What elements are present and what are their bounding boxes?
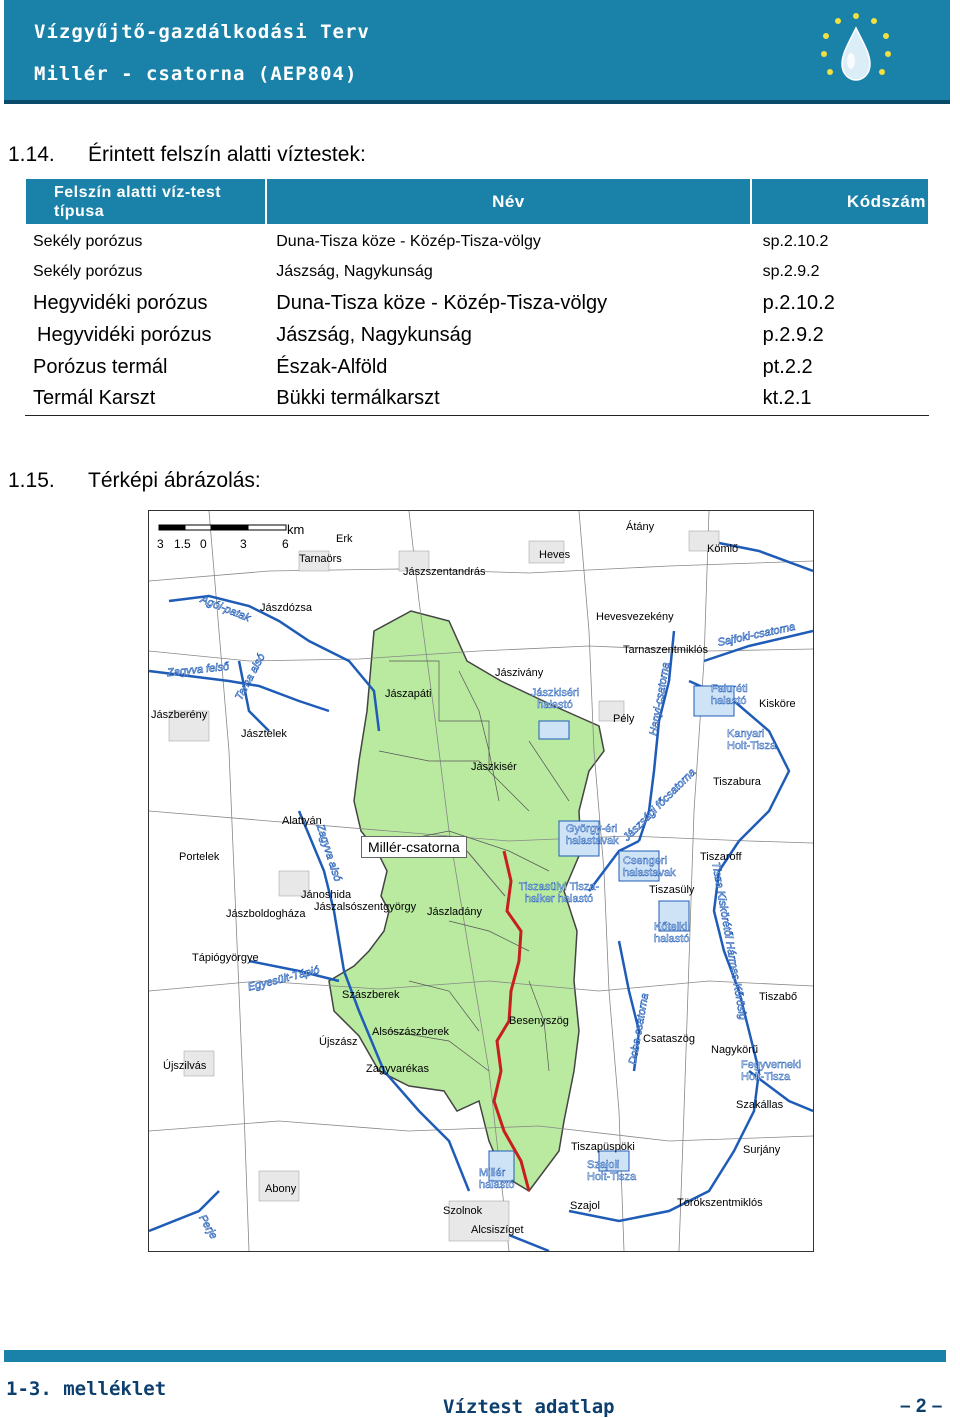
miller-canal-callout: Millér-csatorna (361, 836, 467, 858)
place-label: Tiszaroff (700, 851, 742, 863)
groundwater-bodies-table (24, 177, 930, 416)
place-label: Fegyverneki Holt-Tisza (741, 1059, 801, 1083)
column-header-code: Kódszám (751, 178, 929, 225)
river-label: Ágói-patak (198, 593, 252, 625)
column-header-name: Név (266, 178, 750, 225)
place-label: Besenyszög (509, 1015, 569, 1027)
place-label: Szolnok (443, 1205, 483, 1217)
table-row (25, 225, 929, 257)
place-label: Kanyari Holt-Tisza (727, 728, 777, 752)
cell-type: Hegyvidéki porózus (37, 323, 212, 346)
table-row (25, 319, 929, 351)
section-heading-groundwater (8, 143, 366, 167)
place-label: Jászboldogháza (226, 908, 306, 920)
place-label: Tarnaörs (299, 553, 342, 565)
place-label: György-éri halastavak (566, 823, 619, 847)
place-label: Szajoli Holt-Tisza (587, 1159, 637, 1183)
section-title: Térképi ábrázolás: (88, 469, 261, 492)
place-label: Millér halastó (479, 1167, 515, 1191)
place-label: Alsószászberek (372, 1026, 450, 1038)
cell-type: Porózus termál (33, 355, 168, 378)
place-label: Alcsiszíget (471, 1224, 524, 1236)
place-label: Faluréti halastó (711, 683, 748, 707)
place-label: Surjány (743, 1144, 781, 1156)
scale-tick: 3 (157, 537, 164, 551)
place-label: Jászdózsa (260, 602, 312, 614)
catchment-map (148, 510, 814, 1252)
river-label: Zagyva alsó (313, 822, 344, 884)
cell-type: Termál Karszt (33, 387, 156, 410)
cell-code: sp.2.10.2 (762, 232, 829, 250)
scale-tick: 6 (282, 537, 289, 551)
place-label: Törökszentmiklós (677, 1197, 763, 1209)
scale-bar (159, 525, 286, 530)
section-heading-map (8, 469, 261, 493)
place-label: Szakállas (736, 1099, 784, 1111)
place-label: Tápiógyörgye (192, 952, 259, 964)
footer-band (4, 1350, 946, 1362)
place-label: Tiszasüly (649, 884, 695, 896)
cell-type: Sekély porózus (33, 263, 143, 280)
footer-annex-label: 1-3. melléklet (6, 1378, 167, 1400)
cell-type: Sekély porózus (33, 232, 143, 250)
table-row (25, 257, 929, 287)
place-label: Jászkisér (471, 761, 517, 773)
place-label: Jászapáti (385, 688, 432, 700)
cell-code: kt.2.1 (762, 387, 812, 410)
scale-tick: 0 (200, 537, 207, 551)
cell-name: Duna-Tisza köze - Közép-Tisza-völgy (276, 232, 541, 250)
river-label: Hanyi-csatorna (647, 661, 673, 737)
place-label: Szajol (570, 1200, 600, 1212)
header-band (4, 0, 950, 104)
cell-code: sp.2.9.2 (762, 263, 820, 280)
document-title: Vízgyűjtő-gazdálkodási Terv (34, 21, 370, 43)
place-label: Tiszabura (713, 776, 761, 788)
scale-unit-label: km (287, 522, 305, 537)
river-label: Sajfoki-csatorna (716, 620, 797, 650)
place-label: Jánoshida (301, 889, 352, 901)
place-label: Zagyvarékas (366, 1063, 429, 1075)
place-label: Portelek (179, 851, 220, 863)
river-label: Perje (196, 1212, 220, 1242)
place-label: Kisköre (759, 698, 796, 710)
page-number: – 2 – (900, 1396, 943, 1417)
place-label: Újszász (319, 1036, 358, 1048)
place-label: Tiszasülyi Tisza-halker halastó (518, 881, 600, 905)
river-label: Doba-csatorna (626, 992, 652, 1066)
cell-name: Jászság, Nagykunság (276, 323, 472, 346)
river-label: Jászsági főcsatorna (620, 766, 699, 844)
table-row (25, 351, 929, 383)
place-label: Csataszög (643, 1033, 695, 1045)
section-title: Érintett felszín alatti víztestek: (88, 143, 366, 166)
place-label: Hevesvezekény (596, 611, 674, 623)
footer-sheet-title: Víztest adatlap (443, 1396, 615, 1418)
table-row (25, 383, 929, 415)
cell-name: Bükki termálkarszt (276, 387, 440, 410)
place-label: Tiszapüspöki (571, 1141, 635, 1153)
place-label: Jászalsószentgyörgy (314, 901, 417, 913)
cell-name: Jászság, Nagykunság (276, 263, 433, 280)
place-label: Abony (265, 1183, 297, 1195)
section-number: 1.14. (8, 143, 55, 166)
place-label: Pély (613, 713, 635, 725)
table-row (25, 287, 929, 319)
column-header-type: Felszín alatti víz-test típusa (25, 178, 266, 225)
place-label: Alattyán (282, 815, 322, 827)
place-label: Jásztelek (241, 728, 287, 740)
cell-code: p.2.10.2 (762, 291, 835, 314)
section-number: 1.15. (8, 469, 55, 492)
place-label: Jászberény (151, 709, 208, 721)
river-label: Tisza Kiskörétől Hármas-Kőrösig (709, 861, 749, 1021)
cell-type: Hegyvidéki porózus (33, 291, 208, 314)
place-label: Jászivány (495, 667, 544, 679)
place-label: Tarnaszentmiklós (623, 644, 708, 656)
place-label: Kömlő (707, 543, 739, 555)
place-label: Heves (539, 549, 571, 561)
cell-code: pt.2.2 (762, 355, 813, 378)
place-label: Jászladány (427, 906, 483, 918)
page-number-value: 2 (915, 1396, 927, 1417)
river-label: Zagyva felső (166, 660, 230, 680)
place-label: Csengeri halastavak (623, 855, 676, 879)
place-label: Tiszabő (759, 991, 798, 1003)
cell-name: Észak-Alföld (276, 355, 388, 378)
place-label: Erk (336, 533, 353, 545)
place-label: Jászszentandrás (403, 566, 486, 578)
place-label: Átány (626, 521, 655, 533)
place-label: Szászberek (342, 989, 400, 1001)
river-label: Egyesült-Tápió (246, 964, 321, 994)
document-subtitle: Millér - csatorna (AEP804) (34, 63, 358, 85)
eu-water-drop-logo-icon (808, 6, 904, 94)
cell-code: p.2.9.2 (762, 323, 824, 346)
scale-tick: 1.5 (174, 537, 191, 551)
place-label: Jászkiséri halastó (530, 687, 580, 711)
place-label: Nagykörű (711, 1044, 759, 1056)
cell-name: Duna-Tisza köze - Közép-Tisza-völgy (276, 291, 608, 314)
place-label: Kőtelki halastó (654, 921, 690, 945)
table-header-row (25, 178, 929, 225)
river-label: Tarna alsó (233, 651, 268, 703)
place-label: Újszilvás (163, 1060, 207, 1072)
scale-tick: 3 (240, 537, 247, 551)
